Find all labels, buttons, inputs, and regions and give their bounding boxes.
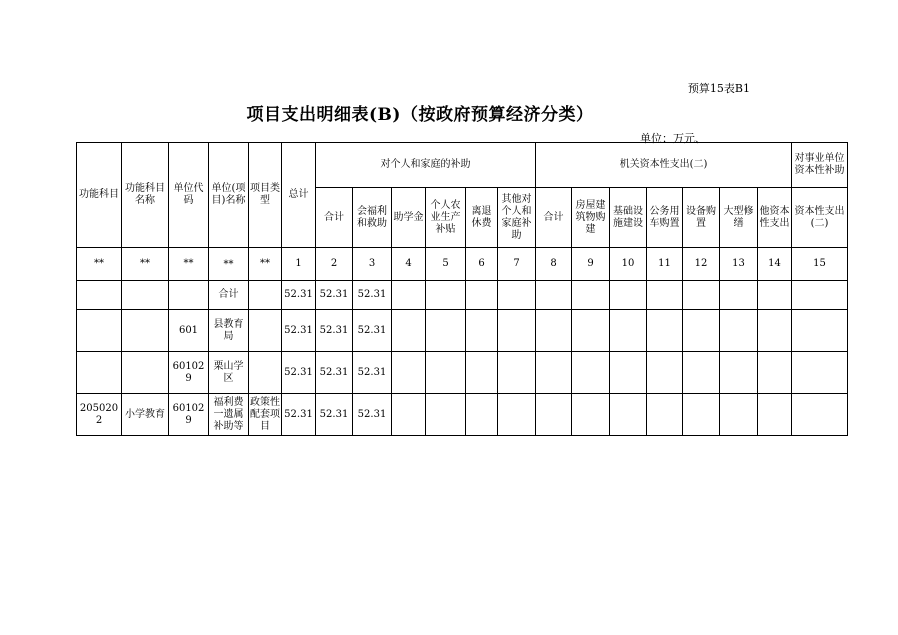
- row-func-subject: [77, 352, 122, 394]
- row-unit-name: 县教育局: [209, 310, 249, 352]
- row-total: 52.31: [282, 352, 316, 394]
- header-sub-col-11: 公务用车购置: [647, 188, 683, 248]
- code-cell: 14: [758, 248, 792, 281]
- header-row-1: [77, 143, 848, 188]
- doc-code: 预算15表B1: [687, 82, 750, 95]
- row-unit-name: 合计: [209, 281, 249, 310]
- header-sub-col-9: 房屋建筑物购建: [572, 188, 610, 248]
- header-sub-col-14: 他资本性支出: [758, 188, 792, 248]
- unit-label: 单位：万元、: [640, 132, 706, 145]
- row-project-type: [249, 310, 282, 352]
- row-personal-total: 52.31: [316, 394, 353, 436]
- table-row: [77, 394, 848, 436]
- row-unit-code: [169, 281, 209, 310]
- header-sub-col-6: 离退休费: [466, 188, 498, 248]
- code-cell: **: [209, 248, 249, 281]
- row-personal-total: 52.31: [316, 310, 353, 352]
- row-unit-code: 601029: [169, 352, 209, 394]
- row-func-subject-name: 小学教育: [122, 394, 169, 436]
- header-sub-col-3: 会福利和救助: [353, 188, 392, 248]
- header-group-personal: 对个人和家庭的补助: [316, 143, 536, 188]
- row-unit-name: 栗山学区: [209, 352, 249, 394]
- budget-table: [76, 142, 848, 436]
- code-cell: 9: [572, 248, 610, 281]
- row-welfare-relief: 52.31: [353, 352, 392, 394]
- code-cell: 3: [353, 248, 392, 281]
- row-total: 52.31: [282, 281, 316, 310]
- code-cell: **: [249, 248, 282, 281]
- header-unit-project-name: 单位(项目)名称: [209, 143, 249, 248]
- code-cell: 11: [647, 248, 683, 281]
- row-func-subject: [77, 281, 122, 310]
- code-cell: **: [169, 248, 209, 281]
- header-sub-col-4: 助学金: [392, 188, 426, 248]
- code-cell: 5: [426, 248, 466, 281]
- code-cell: 13: [720, 248, 758, 281]
- code-cell: 4: [392, 248, 426, 281]
- header-sub-col-15: 资本性支出(二): [792, 188, 848, 248]
- code-cell: **: [77, 248, 122, 281]
- row-welfare-relief: 52.31: [353, 394, 392, 436]
- code-cell: 12: [683, 248, 720, 281]
- header-func-subject-name: 功能科目名称: [122, 143, 169, 248]
- header-sub-col-12: 设备购置: [683, 188, 720, 248]
- header-sub-col-7: 其他对个人和家庭补助: [498, 188, 536, 248]
- header-func-subject: 功能科目: [77, 143, 122, 248]
- header-total: 总计: [282, 143, 316, 248]
- row-project-type: 政策性配套项目: [249, 394, 282, 436]
- row-func-subject: 2050202: [77, 394, 122, 436]
- header-sub-col-13: 大型修缮: [720, 188, 758, 248]
- row-func-subject-name: [122, 281, 169, 310]
- row-project-type: [249, 352, 282, 394]
- table-row: [77, 352, 848, 394]
- row-unit-code: 601: [169, 310, 209, 352]
- header-sub-col-2: 合计: [316, 188, 353, 248]
- code-cell: 7: [498, 248, 536, 281]
- row-welfare-relief: 52.31: [353, 310, 392, 352]
- row-welfare-relief: 52.31: [353, 281, 392, 310]
- header-group-capital: 机关资本性支出(二): [536, 143, 792, 188]
- header-sub-col-10: 基础设施建设: [610, 188, 647, 248]
- code-cell: 10: [610, 248, 647, 281]
- row-func-subject-name: [122, 352, 169, 394]
- code-cell: **: [122, 248, 169, 281]
- header-sub-col-5: 个人农业生产补贴: [426, 188, 466, 248]
- row-unit-name: 福利费一遗属补助等: [209, 394, 249, 436]
- code-cell: 1: [282, 248, 316, 281]
- table-row: [77, 281, 848, 310]
- row-project-type: [249, 281, 282, 310]
- row-total: 52.31: [282, 394, 316, 436]
- code-cell: 2: [316, 248, 353, 281]
- page-title: 项目支出明细表(B)（按政府预算经济分类）: [246, 105, 594, 125]
- code-cell: 6: [466, 248, 498, 281]
- row-total: 52.31: [282, 310, 316, 352]
- code-cell: 8: [536, 248, 572, 281]
- row-personal-total: 52.31: [316, 281, 353, 310]
- code-cell: 15: [792, 248, 848, 281]
- row-personal-total: 52.31: [316, 352, 353, 394]
- header-group-public: 对事业单位资本性补助: [792, 143, 848, 188]
- header-project-type: 项目类型: [249, 143, 282, 248]
- row-func-subject: [77, 310, 122, 352]
- header-sub-col-8: 合计: [536, 188, 572, 248]
- code-row: [77, 248, 848, 281]
- table-row: [77, 310, 848, 352]
- row-unit-code: 601029: [169, 394, 209, 436]
- row-func-subject-name: [122, 310, 169, 352]
- header-unit-code: 单位代码: [169, 143, 209, 248]
